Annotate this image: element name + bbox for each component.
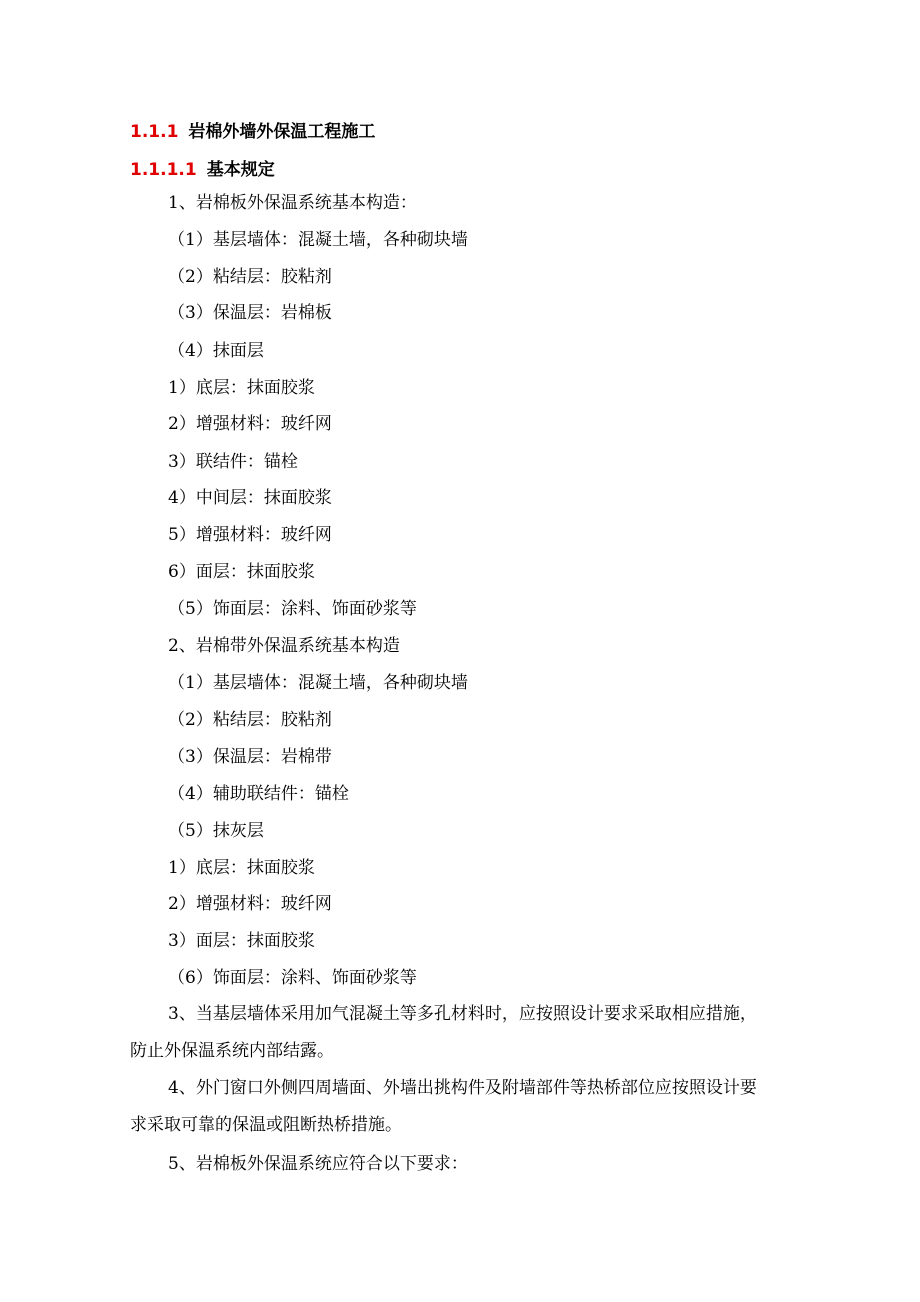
list-item: 2、岩棉带外保温系统基本构造	[168, 636, 400, 656]
paragraph	[130, 1146, 810, 1183]
paragraph-first-line: 5、岩棉板外保温系统应符合以下要求：	[168, 1154, 468, 1174]
heading-title: 基本规定	[206, 160, 275, 180]
paragraph-continuation: 求采取可靠的保温或阻断热桥措施。	[130, 1115, 402, 1135]
heading-title: 岩棉外墙外保温工程施工	[188, 122, 376, 142]
paragraph-continuation: 防止外保温系统内部结露。	[130, 1041, 334, 1061]
paragraph-first-line: 4、外门窗口外侧四周墙面、外墙出挑构件及附墙部件等热桥部位应按照设计要	[168, 1078, 757, 1098]
list-item: 1）底层：抹面胶浆	[168, 858, 315, 878]
list-item: 6）面层：抹面胶浆	[168, 562, 315, 582]
list-item: （2）粘结层：胶粘剂	[168, 710, 332, 730]
list-item: 5）增强材料：玻纤网	[168, 525, 332, 545]
list-item: 3）联结件：锚栓	[168, 452, 298, 472]
heading-number: 1.1.1.1	[130, 160, 197, 180]
paragraph	[130, 1070, 810, 1144]
list-item: （5）饰面层：涂料、饰面砂浆等	[168, 599, 417, 619]
list-item: 2）增强材料：玻纤网	[168, 894, 332, 914]
list-item: 2）增强材料：玻纤网	[168, 414, 332, 434]
heading-number: 1.1.1	[130, 122, 179, 142]
list-item: （5）抹灰层	[168, 821, 264, 841]
list-item: （4）抹面层	[168, 341, 264, 361]
list-item: 1）底层：抹面胶浆	[168, 378, 315, 398]
paragraph-first-line: 3、当基层墙体采用加气混凝土等多孔材料时，应按照设计要求采取相应措施，	[168, 1004, 757, 1024]
list-item: 4）中间层：抹面胶浆	[168, 488, 332, 508]
list-item: （1）基层墙体：混凝土墙，各种砌块墙	[168, 230, 468, 250]
list-item: （3）保温层：岩棉板	[168, 303, 332, 323]
list-item: （3）保温层：岩棉带	[168, 747, 332, 767]
section-heading-1-1-1	[130, 117, 375, 142]
list-item: （2）粘结层：胶粘剂	[168, 267, 332, 287]
list-item: （4）辅助联结件：锚栓	[168, 784, 349, 804]
section-heading-1-1-1-1	[130, 155, 275, 180]
list-item: （1）基层墙体：混凝土墙，各种砌块墙	[168, 673, 468, 693]
list-item: 1、岩棉板外保温系统基本构造：	[168, 193, 417, 213]
list-item: 3）面层：抹面胶浆	[168, 931, 315, 951]
list-item: （6）饰面层：涂料、饰面砂浆等	[168, 968, 417, 988]
paragraph	[130, 996, 810, 1070]
